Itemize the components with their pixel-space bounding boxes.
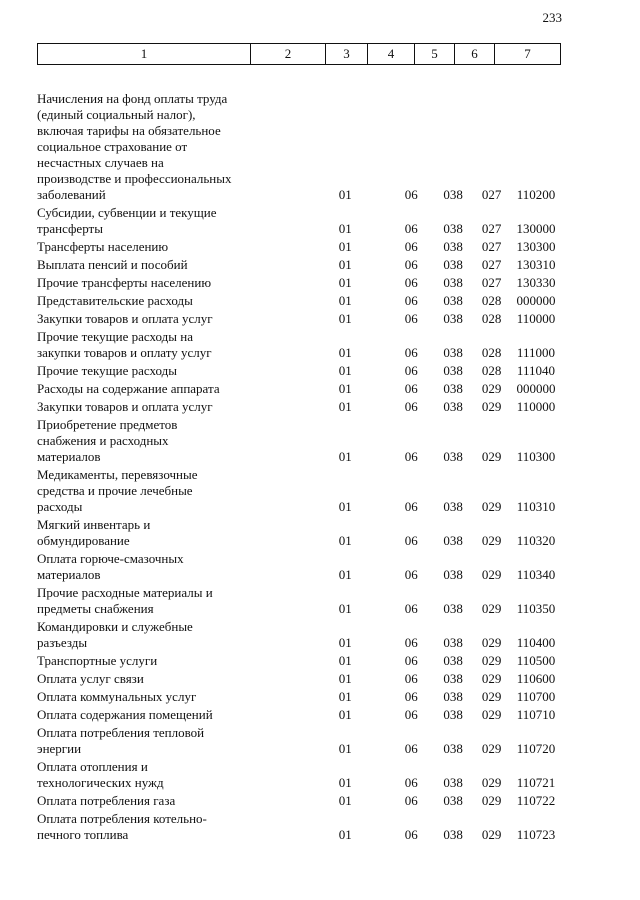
row-label: Прочие расходные материалы и предметы снабжения xyxy=(37,585,213,616)
target-article-code: 038 xyxy=(443,311,463,326)
section-code: 01 xyxy=(338,221,352,236)
economic-article-code: 110710 xyxy=(516,707,556,722)
target-article-code: 038 xyxy=(443,221,463,236)
target-article-code: 038 xyxy=(443,775,463,790)
subsection-code: 06 xyxy=(404,827,418,842)
section-code: 01 xyxy=(338,775,352,790)
subsection-code: 06 xyxy=(404,187,418,202)
table-row xyxy=(37,274,561,292)
section-code: 01 xyxy=(338,741,352,756)
section-code: 01 xyxy=(338,257,352,272)
subsection-code: 06 xyxy=(404,689,418,704)
economic-article-code: 110300 xyxy=(516,449,556,464)
table-row xyxy=(37,670,561,688)
expense-type-code: 028 xyxy=(481,345,502,360)
section-code: 01 xyxy=(338,187,352,202)
economic-article-code: 110720 xyxy=(516,741,556,756)
target-article-code: 038 xyxy=(443,345,463,360)
expense-type-code: 029 xyxy=(481,741,502,756)
economic-article-code: 110500 xyxy=(516,653,556,668)
target-article-code: 038 xyxy=(443,275,463,290)
table-header xyxy=(37,43,561,65)
economic-article-code: 130310 xyxy=(516,257,556,272)
row-label: Транспортные услуги xyxy=(37,653,158,668)
section-code: 01 xyxy=(338,533,352,548)
economic-article-code: 111000 xyxy=(516,345,555,360)
subsection-code: 06 xyxy=(404,275,418,290)
target-article-code: 038 xyxy=(443,363,463,378)
section-code: 01 xyxy=(338,363,352,378)
economic-article-code: 110000 xyxy=(516,311,556,326)
expense-type-code: 029 xyxy=(481,707,502,722)
table-row xyxy=(37,706,561,724)
section-code: 01 xyxy=(338,653,352,668)
economic-article-code: 110200 xyxy=(516,187,556,202)
economic-article-code: 000000 xyxy=(516,293,556,308)
expense-type-code: 029 xyxy=(481,671,502,686)
expense-type-code: 029 xyxy=(481,775,502,790)
row-label: Оплата услуг связи xyxy=(37,671,144,686)
economic-article-code: 110340 xyxy=(516,567,556,582)
subsection-code: 06 xyxy=(404,635,418,650)
row-label: Закупки товаров и оплата услуг xyxy=(37,311,213,326)
expense-type-code: 029 xyxy=(481,793,502,808)
expense-type-code: 029 xyxy=(481,533,502,548)
expense-type-code: 029 xyxy=(481,635,502,650)
table-row xyxy=(37,516,561,550)
economic-article-code: 111040 xyxy=(516,363,555,378)
target-article-code: 038 xyxy=(443,635,463,650)
expense-type-code: 029 xyxy=(481,601,502,616)
expense-type-code: 029 xyxy=(481,499,502,514)
target-article-code: 038 xyxy=(443,499,463,514)
section-code: 01 xyxy=(338,499,352,514)
subsection-code: 06 xyxy=(404,293,418,308)
economic-article-code: 110000 xyxy=(516,399,556,414)
economic-article-code: 110700 xyxy=(516,689,556,704)
section-code: 01 xyxy=(338,293,352,308)
section-code: 01 xyxy=(338,311,352,326)
row-label: Выплата пенсий и пособий xyxy=(37,257,188,272)
table-row xyxy=(37,90,561,204)
table-row xyxy=(37,256,561,274)
target-article-code: 038 xyxy=(443,293,463,308)
table-row xyxy=(37,398,561,416)
target-article-code: 038 xyxy=(443,381,463,396)
target-article-code: 038 xyxy=(443,567,463,582)
table-row xyxy=(37,204,561,238)
expense-type-code: 029 xyxy=(481,399,502,414)
subsection-code: 06 xyxy=(404,381,418,396)
row-label: Расходы на содержание аппарата xyxy=(37,381,220,396)
row-label: Оплата потребления котельно- печного топлива xyxy=(37,811,207,842)
row-label: Оплата содержания помещений xyxy=(37,707,213,722)
expense-type-code: 029 xyxy=(481,827,502,842)
economic-article-code: 110721 xyxy=(516,775,556,790)
section-code: 01 xyxy=(338,635,352,650)
target-article-code: 038 xyxy=(443,793,463,808)
table-row xyxy=(37,758,561,792)
subsection-code: 06 xyxy=(404,533,418,548)
subsection-code: 06 xyxy=(404,363,418,378)
table-row xyxy=(37,380,561,398)
table-row xyxy=(37,618,561,652)
row-label: Командировки и служебные разъезды xyxy=(37,619,193,650)
table-row xyxy=(37,724,561,758)
table-row xyxy=(37,310,561,328)
target-article-code: 038 xyxy=(443,601,463,616)
subsection-code: 06 xyxy=(404,257,418,272)
expense-type-code: 027 xyxy=(481,275,502,290)
expense-type-code: 029 xyxy=(481,689,502,704)
subsection-code: 06 xyxy=(404,707,418,722)
section-code: 01 xyxy=(338,345,352,360)
economic-article-code: 110310 xyxy=(516,499,556,514)
subsection-code: 06 xyxy=(404,567,418,582)
row-label: Мягкий инвентарь и обмундирование xyxy=(37,517,151,548)
section-code: 01 xyxy=(338,399,352,414)
expense-type-code: 027 xyxy=(481,221,502,236)
target-article-code: 038 xyxy=(443,707,463,722)
row-label: Приобретение предметов снабжения и расходных материалов xyxy=(37,417,178,464)
subsection-code: 06 xyxy=(404,775,418,790)
table-row xyxy=(37,584,561,618)
economic-article-code: 130330 xyxy=(516,275,556,290)
target-article-code: 038 xyxy=(443,671,463,686)
section-code: 01 xyxy=(338,239,352,254)
row-label: Прочие трансферты населению xyxy=(37,275,212,290)
row-label: Субсидии, субвенции и текущие трансферты xyxy=(37,205,217,236)
header-col-5: 5 xyxy=(415,44,455,64)
section-code: 01 xyxy=(338,707,352,722)
subsection-code: 06 xyxy=(404,671,418,686)
table-row xyxy=(37,652,561,670)
subsection-code: 06 xyxy=(404,311,418,326)
section-code: 01 xyxy=(338,793,352,808)
subsection-code: 06 xyxy=(404,653,418,668)
expense-type-code: 027 xyxy=(481,239,502,254)
expense-type-code: 029 xyxy=(481,567,502,582)
economic-article-code: 110722 xyxy=(516,793,556,808)
row-label: Оплата потребления газа xyxy=(37,793,176,808)
subsection-code: 06 xyxy=(404,239,418,254)
section-code: 01 xyxy=(338,567,352,582)
section-code: 01 xyxy=(338,381,352,396)
row-label: Оплата потребления тепловой энергии xyxy=(37,725,205,756)
row-label: Оплата горюче-смазочных материалов xyxy=(37,551,184,582)
table-row xyxy=(37,688,561,706)
header-col-3: 3 xyxy=(326,44,368,64)
header-col-2: 2 xyxy=(251,44,326,64)
target-article-code: 038 xyxy=(443,399,463,414)
subsection-code: 06 xyxy=(404,793,418,808)
target-article-code: 038 xyxy=(443,689,463,704)
table-row xyxy=(37,792,561,810)
row-label: Закупки товаров и оплата услуг xyxy=(37,399,213,414)
economic-article-code: 130300 xyxy=(516,239,556,254)
table-row xyxy=(37,466,561,516)
section-code: 01 xyxy=(338,601,352,616)
expense-type-code: 029 xyxy=(481,449,502,464)
expense-type-code: 028 xyxy=(481,311,502,326)
header-col-1: 1 xyxy=(38,44,251,64)
table-row xyxy=(37,362,561,380)
subsection-code: 06 xyxy=(404,449,418,464)
economic-article-code: 000000 xyxy=(516,381,556,396)
row-label: Трансферты населению xyxy=(37,239,169,254)
expense-type-code: 028 xyxy=(481,363,502,378)
target-article-code: 038 xyxy=(443,653,463,668)
economic-article-code: 110350 xyxy=(516,601,556,616)
page-number: 233 xyxy=(542,10,562,25)
economic-article-code: 130000 xyxy=(516,221,556,236)
target-article-code: 038 xyxy=(443,827,463,842)
target-article-code: 038 xyxy=(443,239,463,254)
section-code: 01 xyxy=(338,689,352,704)
expense-type-code: 027 xyxy=(481,187,502,202)
table-row xyxy=(37,416,561,466)
expense-type-code: 028 xyxy=(481,293,502,308)
header-col-4: 4 xyxy=(368,44,415,64)
expense-type-code: 027 xyxy=(481,257,502,272)
table-row xyxy=(37,810,561,844)
target-article-code: 038 xyxy=(443,533,463,548)
economic-article-code: 110723 xyxy=(516,827,556,842)
table-row xyxy=(37,238,561,256)
subsection-code: 06 xyxy=(404,345,418,360)
row-label: Медикаменты, перевязочные средства и прочие лечебные расходы xyxy=(37,467,198,514)
section-code: 01 xyxy=(338,449,352,464)
row-label: Оплата коммунальных услуг xyxy=(37,689,197,704)
header-col-7: 7 xyxy=(524,46,531,61)
economic-article-code: 110600 xyxy=(516,671,556,686)
row-label: Начисления на фонд оплаты труда (единый социальный налог), включая тарифы на обязательное социальное страхование от несчастных случаев на производстве и профессиональных заболеваний xyxy=(37,91,232,202)
table-row xyxy=(37,328,561,362)
budget-table-body xyxy=(37,90,561,844)
row-label: Оплата отопления и технологических нужд xyxy=(37,759,164,790)
target-article-code: 038 xyxy=(443,187,463,202)
expense-type-code: 029 xyxy=(481,653,502,668)
row-label: Прочие текущие расходы xyxy=(37,363,177,378)
economic-article-code: 110320 xyxy=(516,533,556,548)
row-label: Прочие текущие расходы на закупки товаров и оплату услуг xyxy=(37,329,212,360)
target-article-code: 038 xyxy=(443,449,463,464)
target-article-code: 038 xyxy=(443,257,463,272)
subsection-code: 06 xyxy=(404,221,418,236)
target-article-code: 038 xyxy=(443,741,463,756)
expense-type-code: 029 xyxy=(481,381,502,396)
section-code: 01 xyxy=(338,671,352,686)
row-label: Представительские расходы xyxy=(37,293,193,308)
subsection-code: 06 xyxy=(404,601,418,616)
economic-article-code: 110400 xyxy=(516,635,556,650)
subsection-code: 06 xyxy=(404,499,418,514)
subsection-code: 06 xyxy=(404,741,418,756)
header-col-6: 6 xyxy=(455,44,495,64)
section-code: 01 xyxy=(338,827,352,842)
table-row xyxy=(37,292,561,310)
subsection-code: 06 xyxy=(404,399,418,414)
section-code: 01 xyxy=(338,275,352,290)
table-row xyxy=(37,550,561,584)
